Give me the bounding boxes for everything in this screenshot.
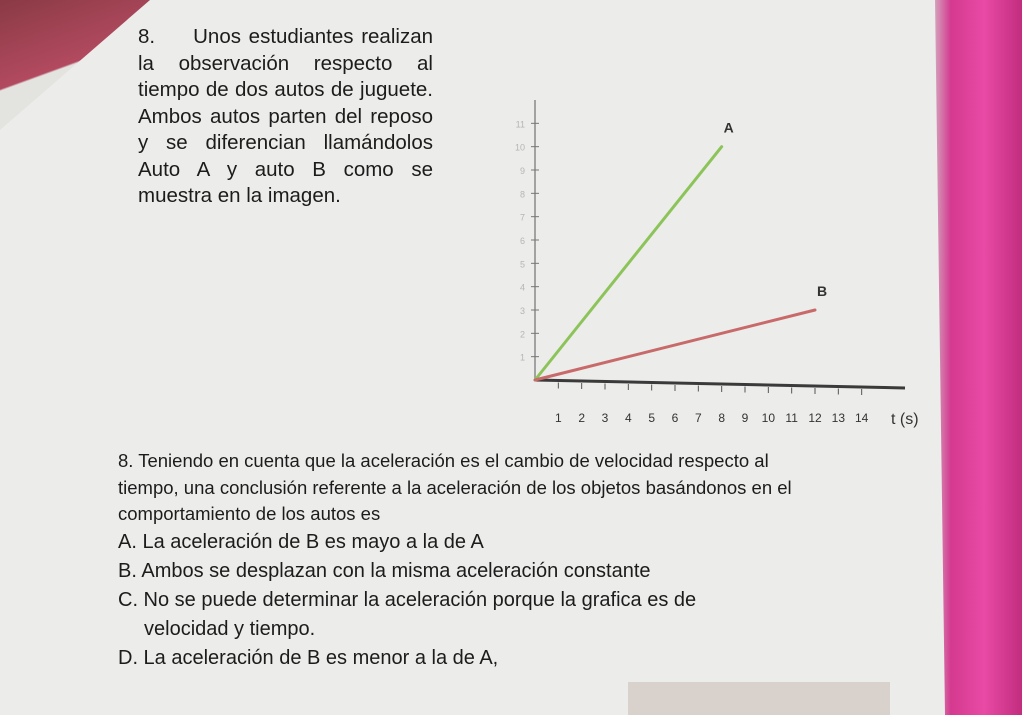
x-tick-label: 2 — [578, 411, 586, 425]
x-tick-label: 9 — [741, 411, 749, 425]
velocity-time-chart — [470, 80, 930, 450]
answer-box — [628, 682, 890, 715]
option-2: C. No se puede determinar la aceleración porque la grafica es de — [118, 588, 697, 611]
question-stem: 8. Teniendo en cuenta que la aceleración es el cambio de velocidad respecto al tiempo, una conclusión referente a la aceleración de los objetos basándonos en el comportamiento de los autos es — [118, 450, 792, 524]
x-tick-label: 4 — [624, 411, 632, 425]
x-tick-label: 14 — [854, 411, 869, 425]
x-axis-label: t (s) — [891, 411, 919, 428]
y-tick-label: 3 — [519, 306, 525, 316]
x-tick-label: 10 — [761, 411, 776, 425]
y-tick-label: 6 — [519, 236, 525, 246]
x-tick-label: 11 — [785, 411, 798, 425]
option-1: B. Ambos se desplazan con la misma aceleración constante — [118, 559, 651, 582]
option-4: D. La aceleración de B es menor a la de A, — [118, 646, 499, 669]
y-tick-label: 10 — [514, 142, 525, 153]
x-tick-label: 5 — [648, 411, 656, 425]
x-tick-label: 6 — [671, 411, 679, 425]
intro-text: Unos estudiantes realizan la observación respecto al tiempo de dos autos de juguete. Ambos autos parten del reposo y se diferencian llamándolos Auto A y auto B como se muestra en la imagen. — [138, 25, 433, 207]
y-tick-label: 7 — [519, 212, 525, 223]
y-tick-label: 9 — [519, 166, 525, 176]
question-number: 8. — [138, 25, 156, 48]
options-list — [118, 528, 818, 673]
y-tick-label: 4 — [519, 282, 525, 293]
y-tick-label: 1 — [519, 352, 525, 363]
x-tick-label: 1 — [554, 411, 562, 425]
x-tick-label: 7 — [694, 411, 702, 425]
x-tick-label: 8 — [718, 411, 726, 425]
x-tick-label: 3 — [601, 411, 609, 425]
option-0: A. La aceleración de B es mayo a la de A — [118, 530, 484, 553]
series-label-A: A — [723, 119, 734, 136]
question-block — [118, 448, 818, 673]
x-tick-label: 13 — [831, 411, 846, 425]
y-tick-label: 5 — [519, 259, 525, 270]
y-tick-label: 2 — [519, 329, 525, 340]
series-line-B — [535, 310, 815, 380]
option-3: velocidad y tiempo. — [144, 617, 316, 640]
intro-paragraph — [138, 24, 433, 210]
y-tick-label: 8 — [519, 189, 525, 200]
y-tick-label: 11 — [515, 119, 525, 130]
series-line-A — [535, 147, 722, 380]
x-tick-label: 12 — [808, 411, 822, 425]
x-axis — [535, 380, 905, 388]
series-label-B: B — [817, 283, 828, 299]
